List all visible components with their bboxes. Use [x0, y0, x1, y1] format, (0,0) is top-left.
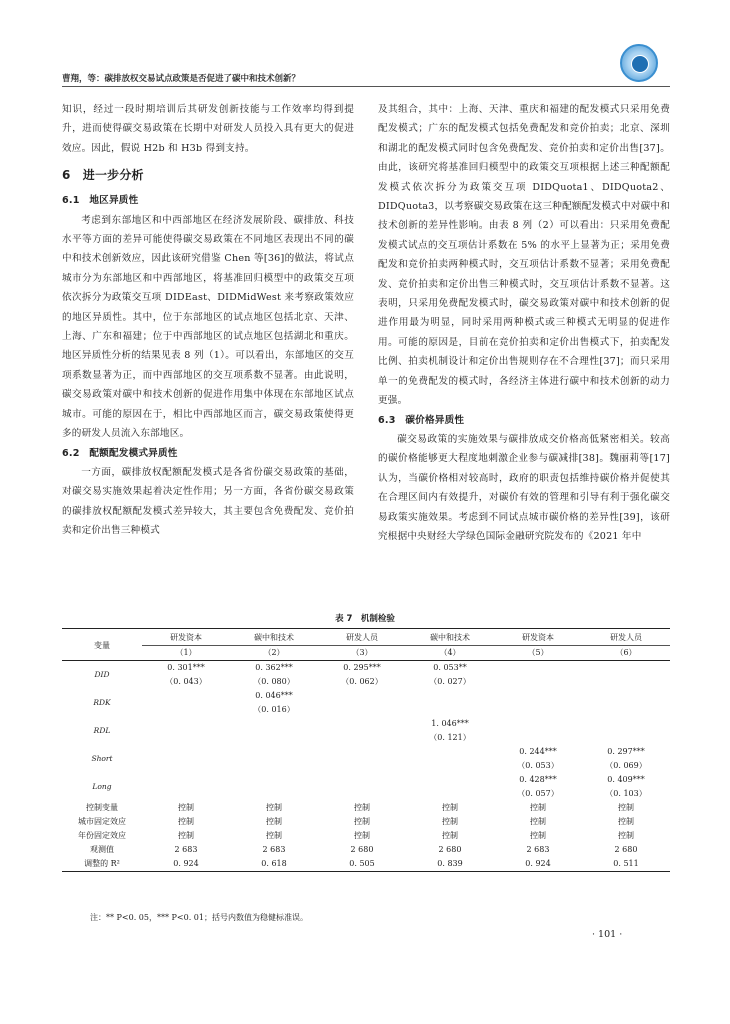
obs-cell: 2 680	[438, 845, 462, 854]
right-column	[378, 100, 670, 546]
r2-cell: 0. 511	[582, 857, 670, 872]
stderr-cell	[318, 703, 406, 717]
stderr-cell	[406, 703, 494, 717]
stderr-cell	[406, 787, 494, 801]
control-cell: 控制	[530, 817, 546, 826]
mechanism-table	[62, 628, 670, 872]
row-label: 城市固定效应	[78, 817, 126, 826]
control-cell: 控制	[442, 831, 458, 840]
col-number: （5）	[494, 646, 582, 661]
paragraph: 及其组合，其中：上海、天津、重庆和福建的配发模式只采用免费配发模式；广东的配发模式包括免费配发和竞价拍卖；北京、深圳和湖北的配发模式同时包含免费配发、竞价拍卖和定价出售[37]。由此，该研究将基准回归模型中的政策交互项根据上述三种配额配发模式依次拆分为政策交互项 DIDQuota1、DIDQuota2、DIDQuota3，以考察碳交易政策在这三种配额配发模式中对碳中和技术创新的差异性影响。由表 8 列（2）可以看出：只采用免费配发模式试点的交互项估计系数在 5% 的水平上显著为正；采用免费配发和竞价拍卖两种模式时，交互项估计系数不显著；采用免费配发、竞价拍卖和定价出售三种模式时，交互项估计系数不显著。这表明，只采用免费配发模式时，碳交易政策对碳中和技术创新的促进作用最为明显，同时采用两种模式或三种模式无明显的促进作用。可能的原因是，目前在竞价拍卖和定价出售模式下，拍卖配发比例、拍卖机制设计和定价出售规则存在不合理性[37]；而只采用单一的免费配发的模式时，各经济主体进行碳中和技术创新的动力更强。	[378, 104, 670, 407]
col-header: 碳中和技术	[230, 629, 318, 646]
control-cell: 控制	[178, 803, 194, 812]
variable-name: Long	[92, 782, 112, 791]
stderr-cell: （0. 057）	[517, 789, 559, 798]
stderr-cell	[494, 731, 582, 745]
coefficient-cell	[230, 773, 318, 787]
stderr-cell	[230, 759, 318, 773]
stderr-cell	[230, 787, 318, 801]
table-row	[62, 689, 670, 703]
control-cell: 控制	[618, 831, 634, 840]
r2-cell: 0. 618	[230, 857, 318, 872]
coefficient-cell: 0. 295***	[343, 663, 381, 672]
stderr-cell	[318, 759, 406, 773]
stderr-cell	[406, 759, 494, 773]
table-row	[62, 801, 670, 815]
row-label: 调整的 R²	[62, 857, 142, 872]
stderr-cell	[582, 703, 670, 717]
control-cell: 控制	[618, 803, 634, 812]
coefficient-cell	[142, 745, 230, 759]
control-cell: 控制	[266, 803, 282, 812]
stderr-cell: （0. 043）	[165, 677, 207, 686]
coefficient-cell	[318, 717, 406, 731]
row-label: 观测值	[90, 845, 114, 854]
table-row	[62, 829, 670, 843]
running-header: 曹翔，等：碳排放权交易试点政策是否促进了碳中和技术创新？	[62, 74, 301, 84]
table-row	[62, 675, 670, 689]
variable-name: RDK	[93, 698, 111, 707]
coefficient-cell	[582, 689, 670, 703]
col-header: 研发人员	[318, 629, 406, 646]
control-cell: 控制	[530, 831, 546, 840]
paragraph: 考虑到东部地区和中西部地区在经济发展阶段、碳排放、科技水平等方面的差异可能使得碳交易政策在不同地区表现出不同的碳中和技术创新效应，因此该研究借鉴 Chen 等[36]的做法，将试点城市分为东部地区和中西部地区，将基准回归模型中的政策交互项依次拆分为政策交互项 DIDEast、DIDMidWest 来考察政策效应的地区异质性。其中，位于东部地区的试点地区包括北京、天津、上海、广东和福建；位于中西部地区的试点地区包括湖北和重庆。地区异质性分析的结果见表 8 列（1）。可以看出，东部地区的交互项系数显著为正，而中西部地区的交互项系数不显著。由此说明，碳交易政策对碳中和技术创新的促进作用集中体现在东部地区试点城市。可能的原因在于，相比中西部地区而言，碳交易政策使得更多的研发人员流入东部地区。	[62, 214, 354, 440]
stderr-cell: （0. 103）	[605, 789, 647, 798]
control-cell: 控制	[266, 831, 282, 840]
paragraph: 碳交易政策的实施效果与碳排放成交价格高低紧密相关。较高的碳价格能够更大程度地刺激企业参与碳减排[38]。魏丽莉等[17]认为，当碳价格相对较高时，政府的职责包括维持碳价格并促使其在合理区间内有效提升，对碳价有效的管理和引导有利于强化碳交易政策实施效果。考虑到不同试点城市碳价格的差异性[39]，该研究根据中央财经大学绿色国际金融研究院发布的《2021 年中	[378, 433, 670, 542]
table-row	[62, 773, 670, 787]
coefficient-cell	[142, 689, 230, 703]
row-label: 年份固定效应	[78, 831, 126, 840]
coefficient-cell	[406, 689, 494, 703]
control-cell: 控制	[442, 803, 458, 812]
stderr-cell	[582, 675, 670, 689]
variable-name: DID	[94, 670, 110, 679]
coefficient-cell	[406, 773, 494, 787]
stderr-cell	[142, 759, 230, 773]
subsection-6-1-title: 6.1 地区异质性	[62, 195, 139, 207]
coefficient-cell	[318, 689, 406, 703]
coefficient-cell: 0. 244***	[519, 747, 557, 756]
col-number: （3）	[318, 646, 406, 661]
control-cell: 控制	[266, 817, 282, 826]
page-number: · 101 ·	[592, 929, 623, 940]
coefficient-cell	[494, 717, 582, 731]
stderr-cell	[494, 675, 582, 689]
coefficient-cell	[494, 689, 582, 703]
stderr-cell: （0. 053）	[517, 761, 559, 770]
stderr-cell	[494, 703, 582, 717]
stderr-cell	[230, 731, 318, 745]
coefficient-cell	[582, 661, 670, 676]
logo-emblem	[631, 55, 649, 73]
subsection-6-2-title: 6.2 配额配发模式异质性	[62, 447, 178, 459]
col-number: （1）	[142, 646, 230, 661]
control-cell: 控制	[354, 817, 370, 826]
stderr-cell: （0. 062）	[341, 677, 383, 686]
coefficient-cell	[230, 717, 318, 731]
row-label: 控制变量	[86, 803, 118, 812]
stderr-cell: （0. 069）	[605, 761, 647, 770]
coefficient-cell: 0. 297***	[607, 747, 645, 756]
col-number: （6）	[582, 646, 670, 661]
r2-cell: 0. 924	[142, 857, 230, 872]
r2-cell: 0. 505	[318, 857, 406, 872]
coefficient-cell: 0. 046***	[255, 691, 293, 700]
control-cell: 控制	[530, 803, 546, 812]
paragraph: 一方面，碳排放权配额配发模式是各省份碳交易政策的基础，对碳交易实施效果起着决定性作用；另一方面，各省份碳交易政策的碳排放权配额配发模式差异较大，其主要包含免费配发、竞价拍卖和定价出售三种模式	[62, 466, 354, 537]
coefficient-cell: 0. 301***	[167, 663, 205, 672]
col-number: （4）	[406, 646, 494, 661]
col-header: 研发资本	[142, 629, 230, 646]
stderr-cell: （0. 016）	[253, 705, 295, 714]
coefficient-cell: 0. 362***	[255, 663, 293, 672]
stderr-cell	[142, 787, 230, 801]
coefficient-cell: 0. 409***	[607, 775, 645, 784]
left-column	[62, 100, 354, 541]
stderr-cell: （0. 080）	[253, 677, 295, 686]
coefficient-cell: 0. 053**	[433, 663, 467, 672]
table-row	[62, 745, 670, 759]
stderr-cell	[318, 787, 406, 801]
obs-cell: 2 683	[174, 845, 198, 854]
col-header: 碳中和技术	[406, 629, 494, 646]
stderr-cell	[142, 731, 230, 745]
table-row	[62, 857, 670, 872]
var-header: 变量	[62, 629, 142, 661]
variable-name: Short	[91, 754, 113, 763]
table-row	[62, 759, 670, 773]
control-cell: 控制	[178, 817, 194, 826]
coefficient-cell	[230, 745, 318, 759]
stderr-cell	[582, 731, 670, 745]
r2-cell: 0. 839	[406, 857, 494, 872]
control-cell: 控制	[354, 803, 370, 812]
obs-cell: 2 680	[350, 845, 374, 854]
stderr-cell	[318, 731, 406, 745]
table-row	[62, 843, 670, 857]
table-note: 注：** P<0. 05，*** P<0. 01；括号内数值为稳健标准误。	[90, 913, 308, 922]
table-row	[62, 787, 670, 801]
control-cell: 控制	[442, 817, 458, 826]
r2-cell: 0. 924	[494, 857, 582, 872]
coefficient-cell	[318, 745, 406, 759]
coefficient-cell	[318, 773, 406, 787]
col-number: （2）	[230, 646, 318, 661]
coefficient-cell: 1. 046***	[431, 719, 469, 728]
obs-cell: 2 683	[526, 845, 550, 854]
section-6-title: 6 进一步分析	[62, 168, 144, 183]
table-caption: 表 7 机制检验	[335, 614, 395, 624]
obs-cell: 2 680	[614, 845, 638, 854]
stderr-cell: （0. 121）	[429, 733, 471, 742]
control-cell: 控制	[178, 831, 194, 840]
stderr-cell	[142, 703, 230, 717]
coefficient-cell	[142, 717, 230, 731]
table-row	[62, 717, 670, 731]
table-row	[62, 703, 670, 717]
control-cell: 控制	[354, 831, 370, 840]
col-header: 研发资本	[494, 629, 582, 646]
table-row	[62, 731, 670, 745]
coefficient-cell	[494, 661, 582, 676]
header-rule	[62, 86, 670, 87]
stderr-cell: （0. 027）	[429, 677, 471, 686]
coefficient-cell	[406, 745, 494, 759]
obs-cell: 2 683	[262, 845, 286, 854]
table-row	[62, 661, 670, 676]
variable-name: RDL	[93, 726, 111, 735]
coefficient-cell	[142, 773, 230, 787]
col-header: 研发人员	[582, 629, 670, 646]
paragraph: 知识，经过一段时期培训后其研发创新技能与工作效率均得到提升，进而使得碳交易政策在长期中对研发人员投入具有更大的促进效应。因此，假说 H2b 和 H3b 得到支持。	[62, 104, 354, 154]
subsection-6-3-title: 6.3 碳价格异质性	[378, 414, 465, 426]
coefficient-cell	[582, 717, 670, 731]
coefficient-cell: 0. 428***	[519, 775, 557, 784]
control-cell: 控制	[618, 817, 634, 826]
table-row	[62, 815, 670, 829]
